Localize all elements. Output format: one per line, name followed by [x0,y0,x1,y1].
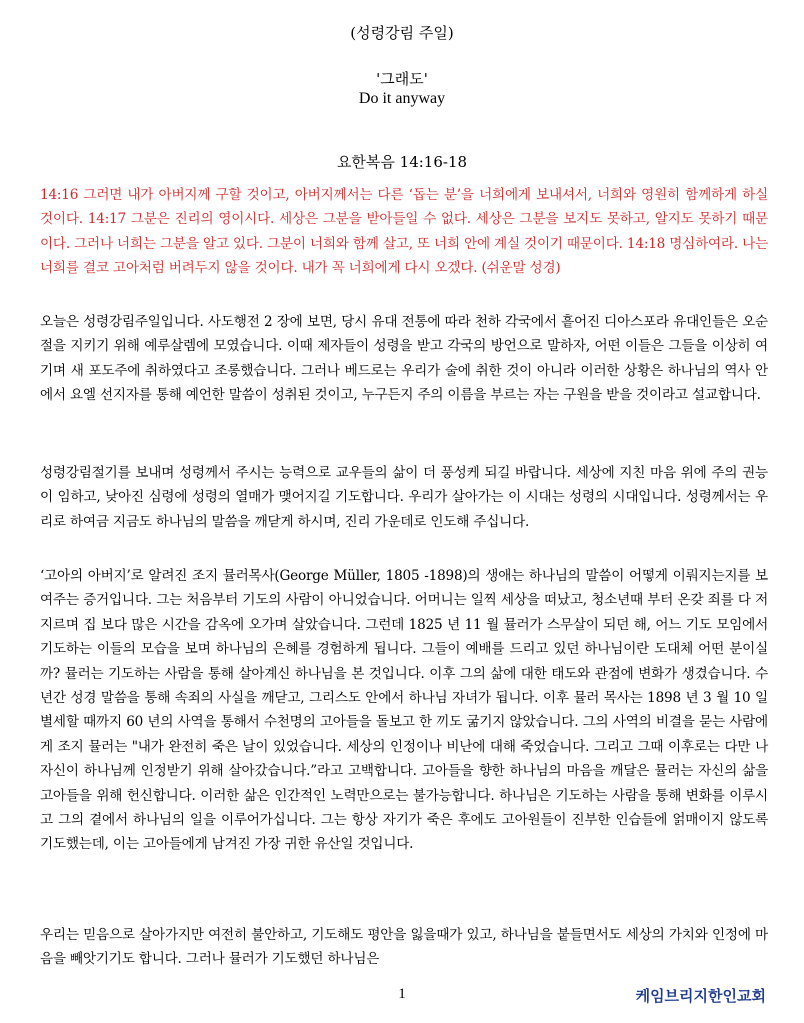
scripture-reference: 요한복음 14:16-18 [336,153,468,171]
page-number: 1 [398,986,406,1002]
church-name: 케임브리지한인교회 [635,987,766,1005]
body-paragraph-1: 오늘은 성령강림주일입니다. 사도행전 2 장에 보면, 당시 유대 전통에 따라 천하 각국에서 흩어진 디아스포라 유대인들은 오순절을 지키기 위해 예루살렘에 모였습니다. 이때 제자들이 성령을 받고 각국의 방언으로 말하자, 어떤 이들은 그들을 이상히 여기며 새 포도주에 취하였다고 조롱했습니다. 그러나 베드로는 우리가 술에 취한 것이 아니라 이러한 상황은 하나님의 역사 안에서 요엘 선지자를 통해 예언한 말씀이 성취된 것이고, 누구든지 주의 이름을 부르는 자는 구원을 받을 것이라고 설교합니다. [40,314,768,404]
body-paragraph-2: 성령강림절기를 보내며 성령께서 주시는 능력으로 교우들의 삶이 더 풍성케 되길 바랍니다. 세상에 지친 마음 위에 주의 권능이 임하고, 낮아진 심령에 성령의 열매가 맺어지길 기도합니다. 우리가 살아가는 이 시대는 성령의 시대입니다. 성령께서는 우리로 하여금 지금도 하나님의 말씀을 깨닫게 하시며, 진리 가운데로 인도해 주십니다. [40,465,768,530]
occasion-heading: (성령강림 주일) [350,24,454,42]
scripture-passage: 14:16 그러면 내가 아버지께 구할 것이고, 아버지께서는 다른 ‘돕는 분’을 너희에게 보내셔서, 너희와 영원히 함께하게 하실 것이다. 14:17 그분은 진리의 영이시다. 세상은 그분을 받아들일 수 없다. 세상은 그분을 보지도 못하고, 알지도 못하기 때문이다. 그러나 너희는 그분을 알고 있다. 그분이 너희와 함께 살고, 또 너희 안에 계실 것이기 때문이다. 14:18 명심하여라. 나는 너희를 결코 고아처럼 버려두지 않을 것이다. 내가 꼭 너희에게 다시 오겠다. (쉬운말 성경) [40,187,768,277]
sermon-title-korean: '그래도' [376,70,428,88]
body-paragraph-4: 우리는 믿음으로 살아가지만 여전히 불안하고, 기도해도 평안을 잃을때가 있고, 하나님을 붙들면서도 세상의 가치와 인정에 마음을 빼앗기기도 합니다. 그러나 뮬러가 기도했던 하나님은 [40,927,768,968]
sermon-title-english: Do it anyway [358,90,446,107]
body-paragraph-3: ‘고아의 아버지’로 알려진 조지 뮬러목사(George Müller, 1805 -1898)의 생애는 하나님의 말씀이 어떻게 이뤄지는지를 보여주는 증거입니다. 그는 처음부터 기도의 사람이 아니었습니다. 어머니는 일찍 세상을 떠났고, 청소년때 부터 온갖 죄를 다 저지르며 집 보다 많은 시간을 감옥에 오가며 살았습니다. 그런데 1825 년 11 월 뮬러가 스무살이 되던 해, 어느 기도 모임에서 기도하는 이들의 모습을 보며 하나님의 은혜를 경험하게 됩니다. 그들이 예배를 드리고 있던 하나님이란 도대체 어떤 분이실까? 뮬러는 기도하는 사람을 통해 살아계신 하나님을 본 것입니다. 이후 그의 삶에 대한 태도와 관점에 변화가 생겼습니다. 수년간 성경 말씀을 통해 속죄의 사실을 깨닫고, 그리스도 안에서 하나님 자녀가 됩니다. 이후 뮬러 목사는 1898 년 3 월 10 일 별세할 때까지 60 년의 사역을 통해서 수천명의 고아들을 돌보고 한 끼도 굶기지 않았습니다. 그의 사역의 비결을 묻는 사람에게 조지 뮬러는 "내가 완전히 죽은 날이 있었습니다. 세상의 인정이나 비난에 대해 죽었습니다. 그리고 그때 이후로는 다만 나 자신이 하나님께 인정받기 위해 살아갔습니다.”라고 고백합니다. 고아들을 향한 하나님의 마음을 깨달은 뮬러는 자신의 삶을 고아들을 위해 헌신합니다. 이러한 삶은 인간적인 노력만으로는 불가능합니다. 하나님은 기도하는 사람을 통해 변화를 이루시고 그의 곁에서 하나님의 일을 이루어가십니다. 그는 항상 자기가 죽은 후에도 고아원들이 진부한 인습들에 얽매이지 않도록 기도했는데, 이는 고아들에게 남겨진 가장 귀한 유산일 것입니다. [40,568,768,853]
